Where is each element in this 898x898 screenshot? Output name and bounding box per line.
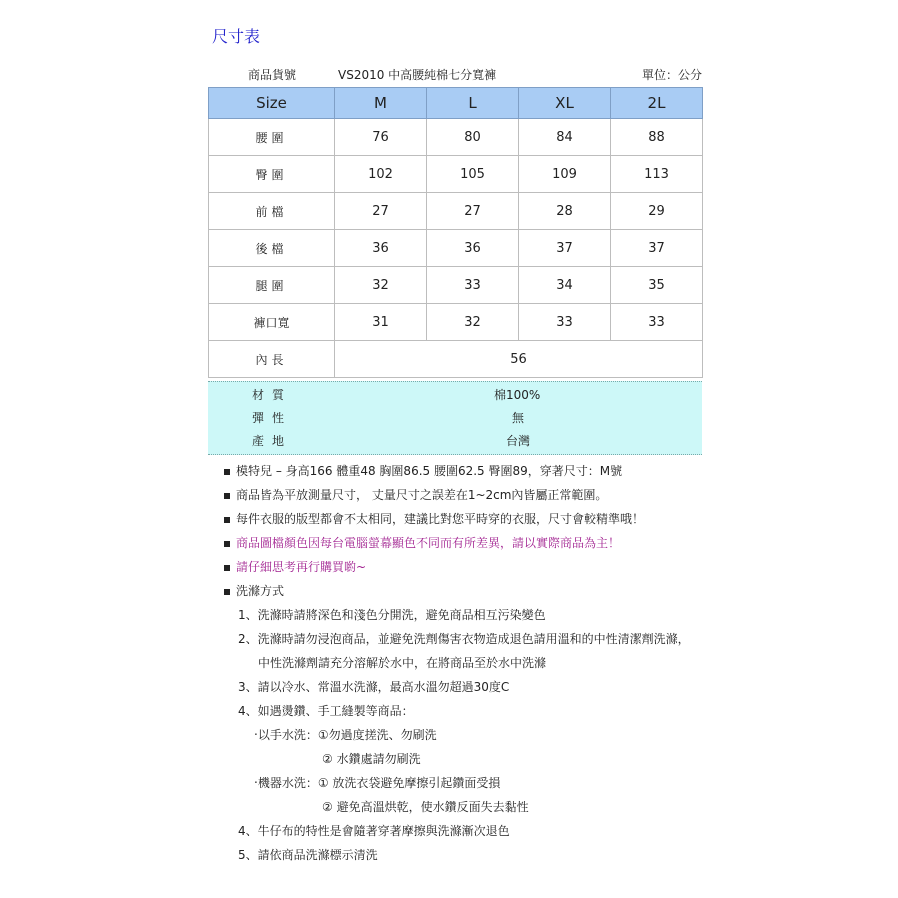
bullet-icon	[224, 565, 230, 571]
wash-line: 3、請以冷水、常溫水洗滌，最高水溫勿超過30度C	[238, 680, 510, 694]
wash-line: 5、請依商品洗滌標示清洗	[238, 848, 378, 862]
origin-value: 台灣	[506, 434, 531, 448]
material-value: 棉100%	[494, 388, 541, 402]
list-item: 模特兒 – 身高166 體重48 胸圍86.5 腰圍62.5 臀圍89，穿著尺寸：M號	[224, 462, 622, 480]
inseam-value: 56	[335, 341, 703, 378]
table-row	[209, 119, 703, 156]
material-label: 材質	[252, 388, 293, 402]
bullet-icon	[224, 469, 230, 475]
row-label: 腰圍	[209, 119, 335, 156]
cell: 32	[427, 304, 519, 341]
cell: 84	[519, 119, 611, 156]
elasticity-label: 彈性	[252, 411, 293, 425]
list-item: 請仔細思考再行購買喲~	[224, 558, 366, 576]
header-xl: XL	[519, 88, 611, 119]
row-label: 臀圍	[209, 156, 335, 193]
cell: 36	[335, 230, 427, 267]
cell: 105	[427, 156, 519, 193]
cell: 28	[519, 193, 611, 230]
cell: 29	[611, 193, 703, 230]
list-item: 洗滌方式	[224, 582, 284, 600]
cell: 80	[427, 119, 519, 156]
cell: 27	[335, 193, 427, 230]
header-2l: 2L	[611, 88, 703, 119]
material-panel	[208, 381, 702, 455]
cell: 109	[519, 156, 611, 193]
header-l: L	[427, 88, 519, 119]
unit-label: 單位：公分	[641, 68, 702, 82]
bullet-icon	[224, 517, 230, 523]
cell: 33	[427, 267, 519, 304]
wash-line: ② 避免高溫烘乾，使水鑽反面失去黏性	[322, 800, 529, 814]
cell: 102	[335, 156, 427, 193]
cell: 33	[519, 304, 611, 341]
list-item: 每件衣服的版型都會不太相同，建議比對您平時穿的衣服，尺寸會較精準哦！	[224, 510, 644, 528]
table-row	[209, 304, 703, 341]
wash-line: ‧以手水洗：①勿過度搓洗、勿刷洗	[254, 728, 437, 742]
table-row	[209, 156, 703, 193]
header-size: Size	[209, 88, 335, 119]
table-header-row	[209, 88, 703, 119]
origin-label: 產地	[252, 434, 293, 448]
elasticity-row	[208, 407, 702, 429]
wash-line: ‧機器水洗：① 放洗衣袋避免摩擦引起鑽面受損	[254, 776, 501, 790]
list-item: 商品皆為平放測量尺寸， 丈量尺寸之誤差在1~2cm內皆屬正常範圍。	[224, 486, 607, 504]
wash-line: ② 水鑽處請勿刷洗	[322, 752, 421, 766]
cell: 35	[611, 267, 703, 304]
size-table	[208, 87, 703, 378]
material-row	[208, 384, 702, 406]
cell: 37	[611, 230, 703, 267]
table-row-inseam	[209, 341, 703, 378]
row-label: 褲口寬	[209, 304, 335, 341]
cell: 37	[519, 230, 611, 267]
wash-line: 1、洗滌時請將深色和淺色分開洗，避免商品相互污染變色	[238, 608, 546, 622]
wash-line: 4、牛仔布的特性是會隨著穿著摩擦與洗滌漸次退色	[238, 824, 510, 838]
cell: 36	[427, 230, 519, 267]
cell: 31	[335, 304, 427, 341]
row-label: 後檔	[209, 230, 335, 267]
wash-line: 4、如遇燙鑽、手工縫製等商品：	[238, 704, 414, 718]
cell: 34	[519, 267, 611, 304]
elasticity-value: 無	[512, 411, 525, 425]
cell: 27	[427, 193, 519, 230]
cell: 113	[611, 156, 703, 193]
table-row	[209, 267, 703, 304]
bullet-icon	[224, 589, 230, 595]
page-title: 尺寸表	[212, 27, 261, 46]
wash-line: 中性洗滌劑請充分溶解於水中，在將商品至於水中洗滌	[258, 656, 547, 670]
product-code-label: 商品貨號	[248, 68, 297, 82]
cell: 32	[335, 267, 427, 304]
origin-row	[208, 430, 702, 452]
table-row	[209, 230, 703, 267]
header-m: M	[335, 88, 427, 119]
product-code-value: VS2010 中高腰純棉七分寬褲	[338, 68, 497, 82]
wash-line: 2、洗滌時請勿浸泡商品，並避免洗劑傷害衣物造成退色請用溫和的中性清潔劑洗滌，	[238, 632, 690, 646]
bullet-icon	[224, 493, 230, 499]
row-label: 前檔	[209, 193, 335, 230]
table-row	[209, 193, 703, 230]
list-item: 商品圖檔顏色因每台電腦螢幕顯色不同而有所差異，請以實際商品為主！	[224, 534, 620, 552]
row-label: 腿圍	[209, 267, 335, 304]
cell: 88	[611, 119, 703, 156]
cell: 76	[335, 119, 427, 156]
bullet-icon	[224, 541, 230, 547]
cell: 33	[611, 304, 703, 341]
product-line	[210, 66, 704, 84]
row-label: 內長	[209, 341, 335, 378]
